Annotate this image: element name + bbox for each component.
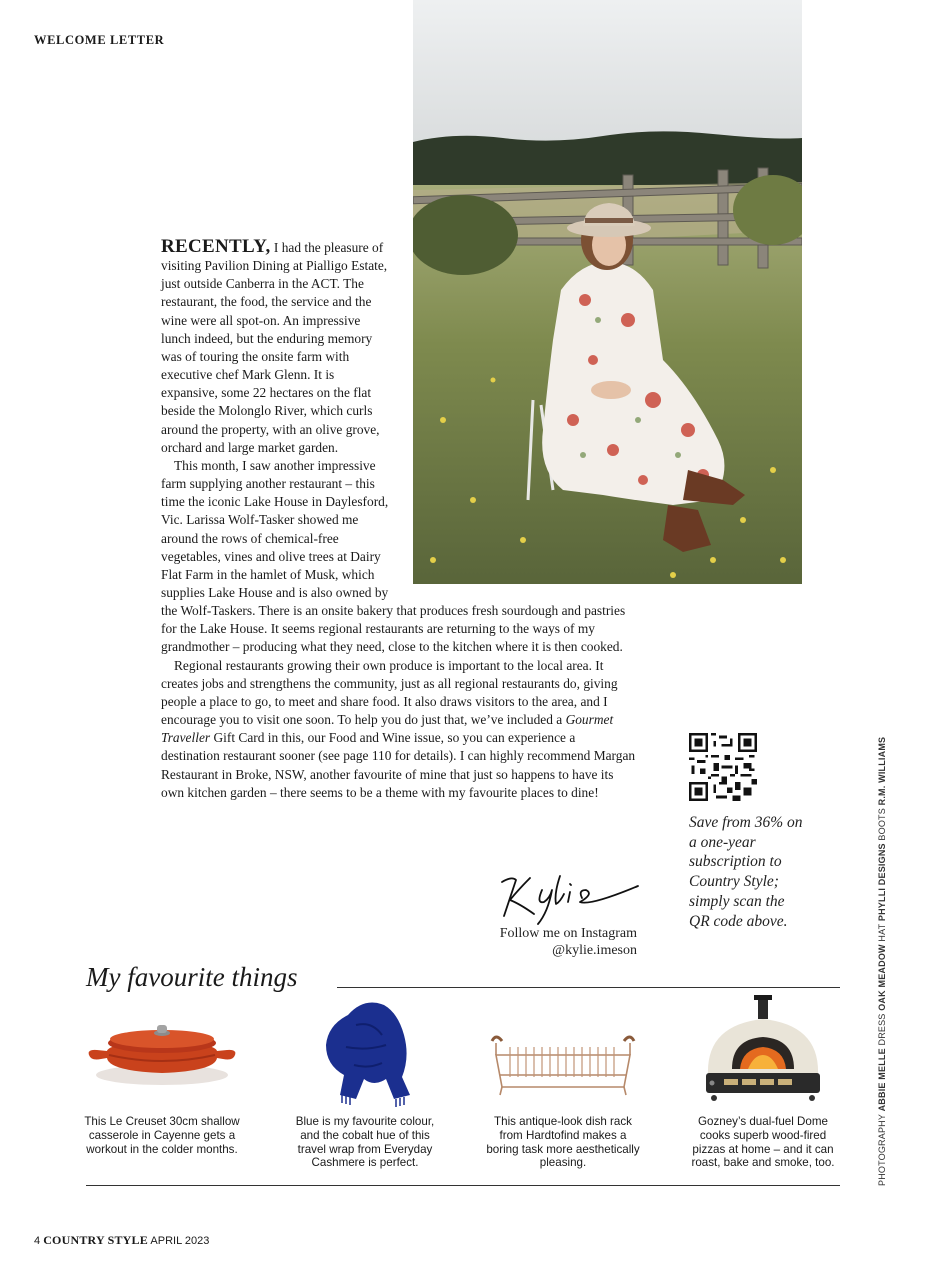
favourites-title-rule [337, 987, 840, 988]
dish-rack-image [484, 995, 642, 1110]
favourites-title: My favourite things [86, 962, 298, 992]
follow-line: Follow me on Instagram [499, 926, 637, 941]
credit-dress: OAK MEADOW [877, 944, 887, 1011]
pizza-oven-image [684, 995, 842, 1110]
lead-word: RECENTLY, [161, 236, 271, 257]
letter-paragraph-3 [161, 657, 637, 802]
magazine-name: COUNTRY STYLE [43, 1233, 148, 1247]
photo-credits [877, 716, 887, 1186]
paragraph-3-text-a: Regional restaurants growing their own produce is important to the local area. It creates jobs and strengthens the community, just as all regional restaurants do, giving people a place to go, to meet and share food. It also draws visitors to the area, and I encourage you to visit one soon. To help you do just that, we’ve included a [161, 657, 618, 728]
favourite-item-casserole[interactable] [83, 995, 241, 1156]
credit-photographer: ABBIE MELLE [877, 1048, 887, 1112]
wrap-caption: Blue is my favourite colour, and the cobalt hue of this travel wrap from Everyday Cashmere is perfect. [295, 1115, 435, 1170]
favourite-item-pizza-oven[interactable] [684, 995, 842, 1170]
favourite-item-wrap[interactable] [286, 995, 444, 1170]
issue-date: APRIL 2023 [150, 1235, 210, 1247]
page-number: 4 [34, 1235, 41, 1247]
credit-dress-label: DRESS [877, 1013, 887, 1046]
section-label: WELCOME LETTER [34, 33, 165, 47]
paragraph-3-text-b: Gift Card in this, our Food and Wine issue, so you can experience a destination restaurant sooner (see page 110 for details). I can highly recommend Margan Restaurant in Broke, NSW, another favourite of mine that just so happens to have its own kitchen garden – there seems to be a theme with my favourite places to dine! [161, 730, 636, 800]
dish-rack-caption: This antique-look dish rack from Hardtofind makes a boring task more aesthetically pleasing. [486, 1115, 640, 1170]
paragraph-1-text: I had the pleasure of visiting Pavilion Dining at Pialligo Estate, just outside Canberra in the ACT. The restaurant, the food, the service and the wine were all spot-on. An impressive lunch indeed, but the enduring memory was of touring the onsite farm with executive chef Mark Glenn. It is expansive, some 22 hectares on the flat beside the Molonglo River, which curls around the property, with an olive grove, orchard and large market garden. [161, 240, 388, 455]
subscription-promo: Save from 36% on a one-year subscription to Country Style; simply scan the QR code above. [689, 814, 803, 930]
qr-code[interactable] [689, 733, 757, 801]
credit-boots-label: BOOTS [877, 808, 887, 841]
instagram-handle[interactable]: @kylie.imeson [552, 943, 637, 958]
signature [490, 868, 640, 926]
credit-boots: R.M. WILLIAMS [877, 736, 887, 806]
credit-hat-label: HAT [877, 923, 887, 942]
casserole-caption: This Le Creuset 30cm shallow casserole in Cayenne gets a workout in the colder months. [84, 1115, 240, 1156]
casserole-image [83, 995, 241, 1110]
favourites-bottom-rule [86, 1185, 840, 1186]
photo-wrap-spacer [391, 238, 637, 600]
favourite-item-dish-rack[interactable] [484, 995, 642, 1170]
gourmet-traveller-title: Gourmet Traveller [161, 712, 614, 746]
letter-body [161, 238, 637, 802]
instagram-follow [500, 925, 637, 959]
credit-photo-label: PHOTOGRAPHY [877, 1114, 887, 1186]
wrap-image [286, 995, 444, 1110]
pizza-oven-caption: Gozney’s dual-fuel Dome cooks superb wood-fired pizzas at home – and it can roast, bake and smoke, too. [691, 1115, 835, 1170]
page-footer [34, 1233, 209, 1248]
letter-paragraph-2: This month, I saw another impressive farm supplying another restaurant – this time the iconic Lake House in Daylesford, Vic. Larissa Wolf-Tasker showed me around the rows of chemical-free vegetables, vines and olive trees at Dairy Flat Farm in the hamlet of Musk, which supplies Lake House and is also owned by the Wolf-Taskers. There is an onsite bakery that produces fresh sourdough and pastries for the Lake House. It seems regional restaurants are returning to the ways of my grandmother – producing what they need, close to the kitchen where it is then cooked. [161, 457, 626, 655]
credit-hat: PHYLLI DESIGNS [877, 843, 887, 922]
